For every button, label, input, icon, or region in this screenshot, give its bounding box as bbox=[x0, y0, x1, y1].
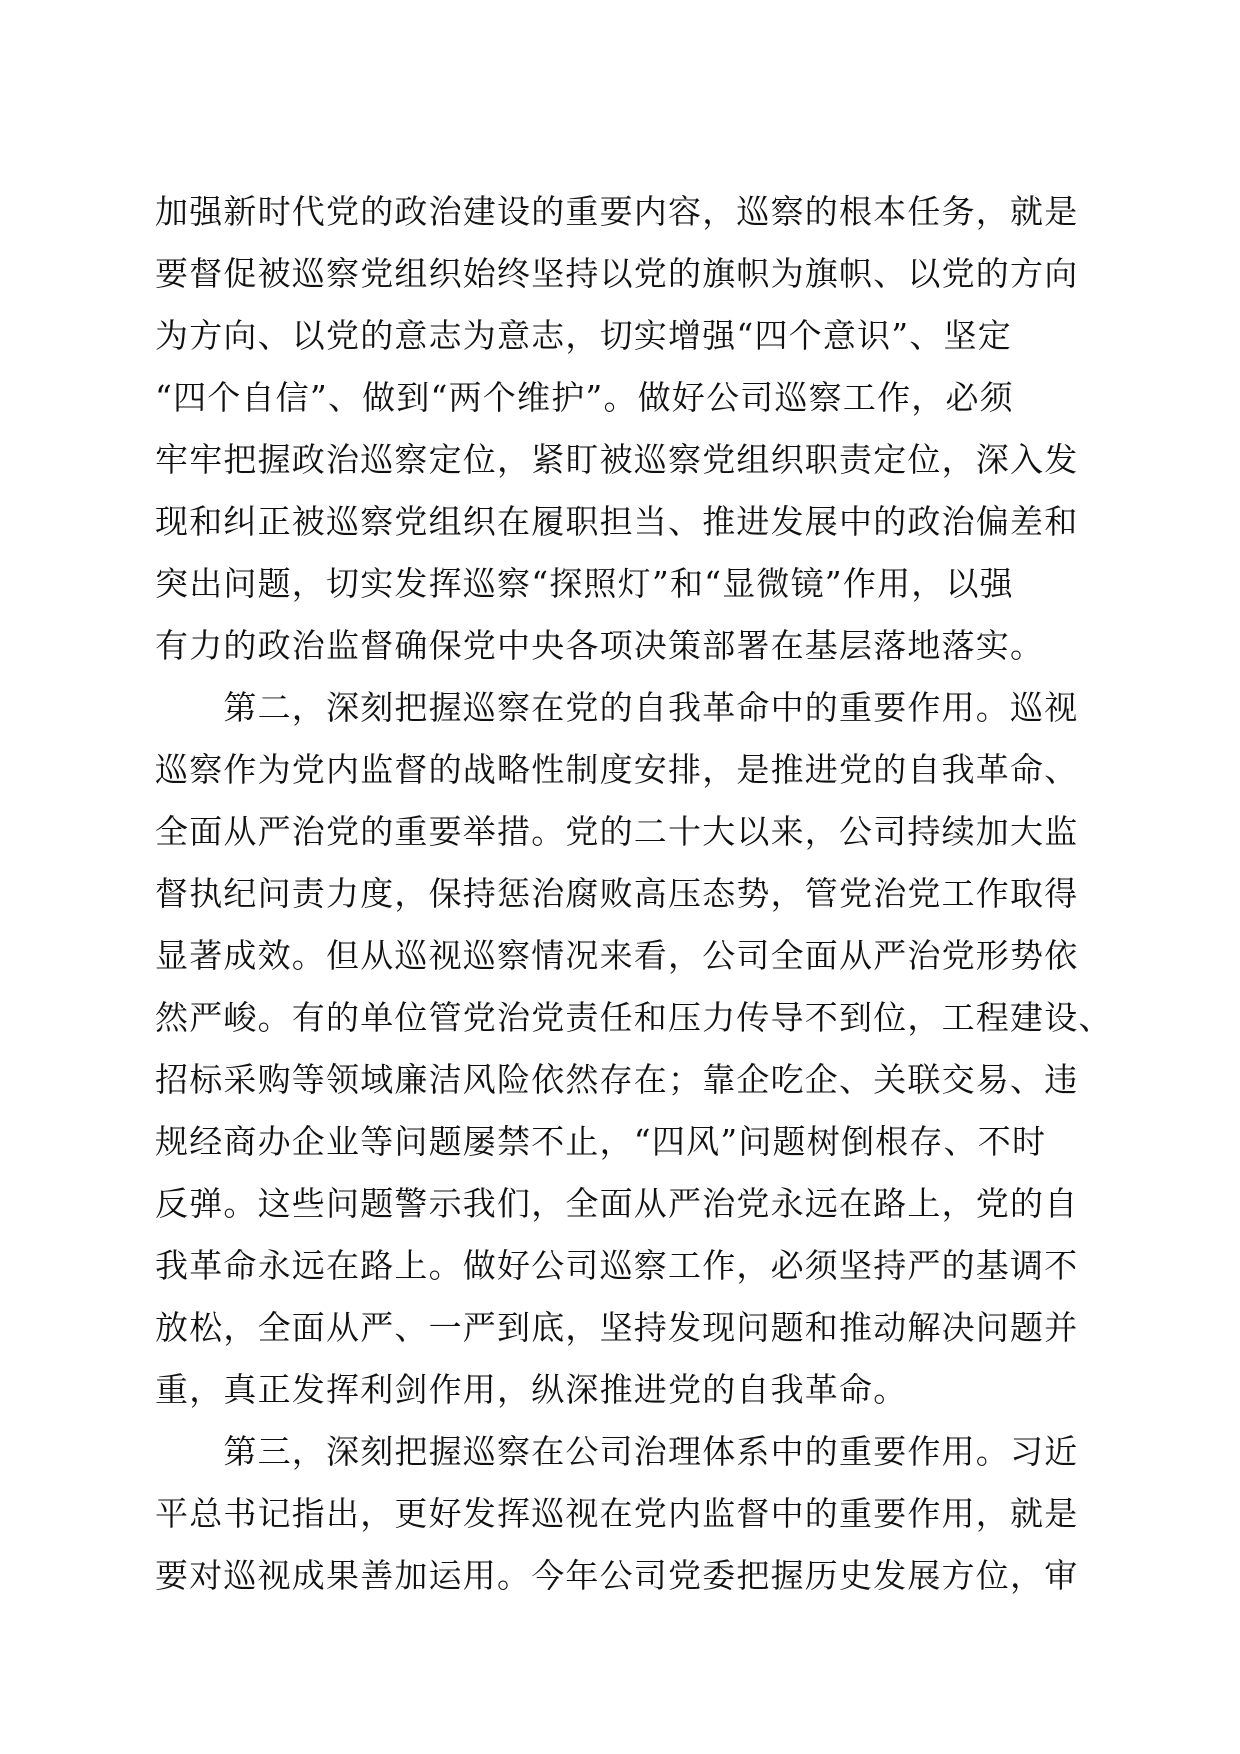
text-line: 加强新时代党的政治建设的重要内容，巡察的根本任务，就是 bbox=[155, 192, 1079, 231]
text-line: 现和纠正被巡察党组织在履职担当、推进发展中的政治偏差和 bbox=[155, 502, 1079, 541]
text-line: 要对巡视成果善加运用。今年公司党委把握历史发展方位，审 bbox=[155, 1556, 1079, 1595]
text-line: 放松，全面从严、一严到底，坚持发现问题和推动解决问题并 bbox=[155, 1308, 1079, 1347]
text-line: 督执纪问责力度，保持惩治腐败高压态势，管党治党工作取得 bbox=[155, 874, 1079, 913]
text-line: 要督促被巡察党组织始终坚持以党的旗帜为旗帜、以党的方向 bbox=[155, 254, 1079, 293]
text-line: 第二，深刻把握巡察在党的自我革命中的重要作用。巡视 bbox=[155, 688, 1079, 727]
text-line: 我革命永远在路上。做好公司巡察工作，必须坚持严的基调不 bbox=[155, 1246, 1079, 1285]
text-line: 第三，深刻把握巡察在公司治理体系中的重要作用。习近 bbox=[155, 1432, 1079, 1471]
text-line: 然严峻。有的单位管党治党责任和压力传导不到位，工程建设、 bbox=[155, 998, 1113, 1037]
text-line: 牢牢把握政治巡察定位，紧盯被巡察党组织职责定位，深入发 bbox=[155, 440, 1079, 479]
text-line: “四个自信”、做到“两个维护”。做好公司巡察工作，必须 bbox=[155, 378, 1014, 417]
text-line: 为方向、以党的意志为意志，切实增强“四个意识”、坚定 bbox=[155, 316, 1012, 355]
body-text bbox=[155, 181, 1155, 1607]
text-line: 全面从严治党的重要举措。党的二十大以来，公司持续加大监 bbox=[155, 812, 1079, 851]
text-line: 重，真正发挥利剑作用，纵深推进党的自我革命。 bbox=[155, 1370, 908, 1409]
text-line: 规经商办企业等问题屡禁不止，“四风”问题树倒根存、不时 bbox=[155, 1122, 1047, 1161]
text-line: 平总书记指出，更好发挥巡视在党内监督中的重要作用，就是 bbox=[155, 1494, 1079, 1533]
text-line: 反弹。这些问题警示我们，全面从严治党永远在路上，党的自 bbox=[155, 1184, 1079, 1223]
text-line: 巡察作为党内监督的战略性制度安排，是推进党的自我革命、 bbox=[155, 750, 1079, 789]
text-line: 有力的政治监督确保党中央各项决策部署在基层落地落实。 bbox=[155, 626, 1045, 665]
text-line: 招标采购等领域廉洁风险依然存在；靠企吃企、关联交易、违 bbox=[155, 1060, 1079, 1099]
text-line: 突出问题，切实发挥巡察“探照灯”和“显微镜”作用，以强 bbox=[155, 564, 1014, 603]
text-line: 显著成效。但从巡视巡察情况来看，公司全面从严治党形势依 bbox=[155, 936, 1079, 975]
